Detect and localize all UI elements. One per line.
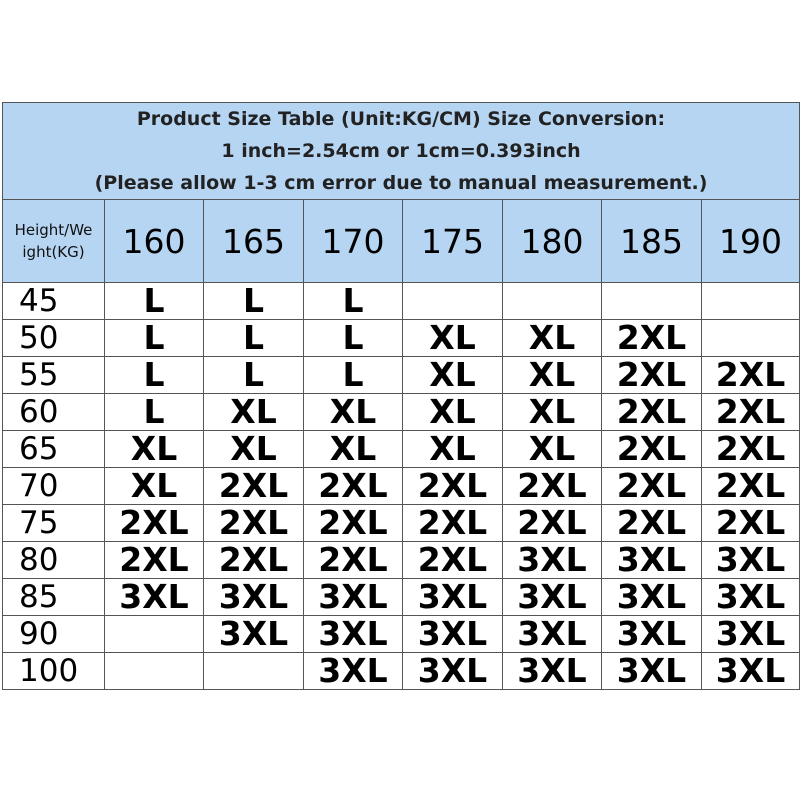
size-cell: 2XL bbox=[105, 505, 204, 542]
size-cell bbox=[105, 616, 204, 653]
size-cell: 2XL bbox=[602, 468, 702, 505]
size-table bbox=[2, 102, 800, 690]
size-cell: XL bbox=[403, 431, 503, 468]
size-cell: 2XL bbox=[702, 431, 800, 468]
height-header-180: 180 bbox=[503, 200, 602, 283]
title-line-1: Product Size Table (Unit:KG/CM) Size Conversion: bbox=[136, 108, 666, 130]
table-row bbox=[3, 542, 800, 579]
size-cell: 3XL bbox=[304, 653, 403, 690]
size-cell: 2XL bbox=[403, 505, 503, 542]
size-cell: L bbox=[204, 320, 304, 357]
weight-cell: 55 bbox=[3, 357, 105, 394]
size-cell: 3XL bbox=[204, 616, 304, 653]
size-cell: XL bbox=[503, 320, 602, 357]
table-row bbox=[3, 394, 800, 431]
size-cell: L bbox=[304, 357, 403, 394]
size-cell: XL bbox=[204, 431, 304, 468]
weight-cell: 80 bbox=[3, 542, 105, 579]
size-cell: L bbox=[105, 283, 204, 320]
table-row bbox=[3, 283, 800, 320]
height-header-190: 190 bbox=[702, 200, 800, 283]
table-row bbox=[3, 468, 800, 505]
weight-cell: 75 bbox=[3, 505, 105, 542]
height-header-175: 175 bbox=[403, 200, 503, 283]
size-cell: XL bbox=[105, 468, 204, 505]
size-cell: 2XL bbox=[602, 505, 702, 542]
size-cell: 2XL bbox=[702, 468, 800, 505]
size-cell: 2XL bbox=[304, 542, 403, 579]
size-cell: 2XL bbox=[105, 542, 204, 579]
size-cell: L bbox=[204, 357, 304, 394]
size-cell: XL bbox=[503, 357, 602, 394]
size-cell: XL bbox=[503, 431, 602, 468]
size-cell bbox=[105, 653, 204, 690]
size-cell bbox=[602, 283, 702, 320]
size-cell: 2XL bbox=[702, 394, 800, 431]
size-cell: 3XL bbox=[503, 542, 602, 579]
size-cell: L bbox=[105, 357, 204, 394]
size-cell: L bbox=[304, 320, 403, 357]
table-row bbox=[3, 505, 800, 542]
weight-cell: 45 bbox=[3, 283, 105, 320]
weight-cell: 65 bbox=[3, 431, 105, 468]
size-cell: XL bbox=[204, 394, 304, 431]
size-cell: 3XL bbox=[702, 616, 800, 653]
height-header-row bbox=[3, 200, 800, 283]
size-cell: L bbox=[304, 283, 403, 320]
size-cell: 3XL bbox=[702, 579, 800, 616]
table-row bbox=[3, 579, 800, 616]
height-header-160: 160 bbox=[105, 200, 204, 283]
size-cell: XL bbox=[403, 394, 503, 431]
table-row bbox=[3, 320, 800, 357]
weight-cell: 70 bbox=[3, 468, 105, 505]
weight-cell: 90 bbox=[3, 616, 105, 653]
size-cell: 2XL bbox=[204, 542, 304, 579]
title-line-3: (Please allow 1-3 cm error due to manual measurement.) bbox=[94, 172, 708, 194]
height-header-165: 165 bbox=[204, 200, 304, 283]
size-cell: 3XL bbox=[503, 616, 602, 653]
table-row bbox=[3, 653, 800, 690]
height-header-185: 185 bbox=[602, 200, 702, 283]
size-cell: 3XL bbox=[602, 579, 702, 616]
size-cell bbox=[503, 283, 602, 320]
size-cell: XL bbox=[304, 394, 403, 431]
size-cell: 3XL bbox=[204, 579, 304, 616]
size-cell: 2XL bbox=[204, 505, 304, 542]
table-row bbox=[3, 616, 800, 653]
weight-cell: 60 bbox=[3, 394, 105, 431]
size-cell: 2XL bbox=[503, 505, 602, 542]
size-cell bbox=[403, 283, 503, 320]
table-row bbox=[3, 431, 800, 468]
weight-cell: 85 bbox=[3, 579, 105, 616]
size-cell: 2XL bbox=[702, 357, 800, 394]
size-cell: 2XL bbox=[602, 357, 702, 394]
size-cell: 2XL bbox=[602, 320, 702, 357]
size-cell: 3XL bbox=[702, 542, 800, 579]
size-cell: L bbox=[204, 283, 304, 320]
size-cell: XL bbox=[403, 320, 503, 357]
size-cell: XL bbox=[105, 431, 204, 468]
size-cell: 3XL bbox=[403, 653, 503, 690]
size-cell: 3XL bbox=[503, 653, 602, 690]
size-cell: 3XL bbox=[602, 616, 702, 653]
size-cell: 3XL bbox=[304, 579, 403, 616]
size-cell: 3XL bbox=[304, 616, 403, 653]
corner-label bbox=[3, 200, 105, 283]
size-cell: 3XL bbox=[403, 579, 503, 616]
size-cell: XL bbox=[304, 431, 403, 468]
size-cell: 3XL bbox=[602, 653, 702, 690]
size-cell: 3XL bbox=[702, 653, 800, 690]
corner-label-line-1: Height/We bbox=[14, 221, 93, 239]
size-cell: 2XL bbox=[602, 431, 702, 468]
size-cell: 2XL bbox=[403, 542, 503, 579]
size-cell: L bbox=[105, 320, 204, 357]
title-line-2: 1 inch=2.54cm or 1cm=0.393inch bbox=[221, 140, 581, 162]
corner-label-line-2: ight(KG) bbox=[22, 243, 85, 261]
size-cell: XL bbox=[403, 357, 503, 394]
height-header-170: 170 bbox=[304, 200, 403, 283]
size-cell: 3XL bbox=[403, 616, 503, 653]
size-cell bbox=[204, 653, 304, 690]
table-title bbox=[3, 103, 800, 200]
weight-cell: 100 bbox=[3, 653, 105, 690]
size-cell: 2XL bbox=[304, 468, 403, 505]
size-cell: 3XL bbox=[602, 542, 702, 579]
size-cell: XL bbox=[503, 394, 602, 431]
size-cell: 3XL bbox=[105, 579, 204, 616]
size-cell: 2XL bbox=[204, 468, 304, 505]
size-cell: 2XL bbox=[503, 468, 602, 505]
weight-cell: 50 bbox=[3, 320, 105, 357]
size-cell: 3XL bbox=[503, 579, 602, 616]
size-cell bbox=[702, 320, 800, 357]
size-cell: 2XL bbox=[403, 468, 503, 505]
title-row bbox=[3, 103, 800, 200]
size-cell bbox=[702, 283, 800, 320]
size-cell: 2XL bbox=[304, 505, 403, 542]
size-cell: 2XL bbox=[602, 394, 702, 431]
size-cell: L bbox=[105, 394, 204, 431]
size-cell: 2XL bbox=[702, 505, 800, 542]
table-row bbox=[3, 357, 800, 394]
